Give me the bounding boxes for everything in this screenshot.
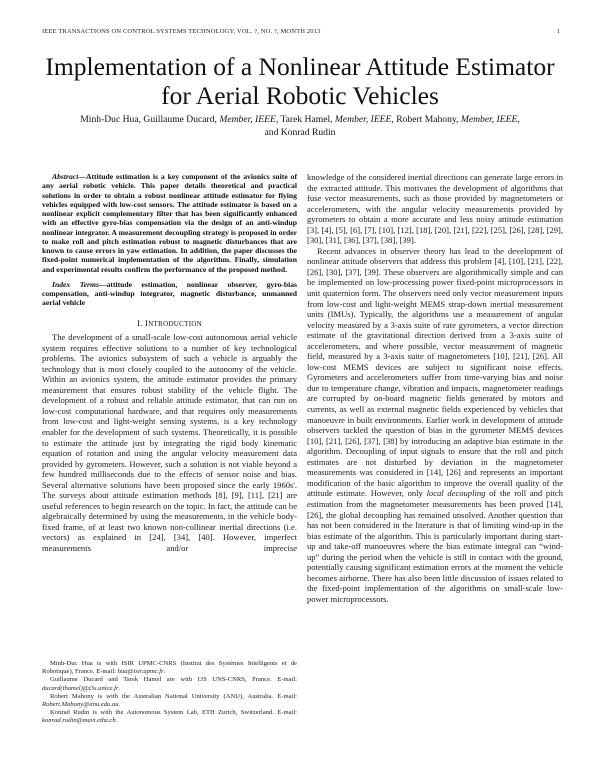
email-link[interactable]: konrad.rudin@mavt.ethz.ch bbox=[42, 717, 116, 725]
email-link[interactable]: ducard(thamel)@i3s.unice.fr bbox=[42, 684, 119, 692]
punct: . bbox=[163, 668, 166, 676]
abstract-text: —Attitude estimation is a key component of the avionics suite of any aerial robotic vehicle. This paper details theoretical and practical solutions in order to obtain a robust nonlinear attitude estimator for flying vehicles equipped with low-cost sensors. The attitude estimator is based on a nonlinear explicit complementary filter that has been significantly enhanced with an effective gyro-bias compensation via the design of an anti-windup nonlinear integrator. A measurement decoupling strategy is proposed in order to make roll and pitch estimation robust to magnetic disturbances that are known to cause errors in yaw estimation. In addition, the paper discusses the fixed-point numerical implementation of the algorithm. Finally, simulation and experimental results confirm the performance of the proposed method. bbox=[42, 172, 297, 274]
section-number: I. I bbox=[136, 317, 149, 328]
punct: . bbox=[118, 701, 121, 709]
page-number: 1 bbox=[556, 28, 560, 35]
membership: Member, IEEE, bbox=[460, 114, 520, 125]
paragraph-text: of the roll and pitch estimation from the magnetometer measurements has been proved [14], [26], the global decoupling has remained unsolved. Another question that has not been considered in the literature is that of limiting wind-up in the bias estimate of the algorithm. This is particularly important during start-up and take-off manoeuvres where the bias estimate integral can “wind-up” during the period when the vehicle is still in contact with the ground, potentially causing significant estimation errors at the moment the vehicle becomes airborne. There has also been little discussion of issues related to the fixed-point implementation of the algorithms on small-scale low-power microprocessors. bbox=[307, 488, 563, 604]
paragraph-text: Recent advances in observer theory has lead to the development of nonlinear attitude observers that address this problem [4], [10], [21], [22], [26], [30], [37], [39]. These observers are algorithmically simple and can be implemented on low-processing power fixed-point microprocessors in unit quaternion form. The observers need only vector measurement inputs from low-cost and light-weight MEMS strap-down inertial measurement units (IMUs). Typically, the algorithms use a measurement of angular velocity measured by a 3-axis suite of rate gyrometers, a vector direction estimate of the gravitational direction derived from a 3-axis suite of accelerometers, and where possible, vector measurement of magnetic field, measured by a 3-axis suite of magnetometers [10], [21], [26]. All low-cost MEMS devices are subject to significant noise effects. Gyrometers and accelerometers suffer from time-varying bias and noise due to temperature change, vibration and impacts, magnetometer readings are corrupted by on-board magnetic fields generated by motors and currents, as well as external magnetic fields experienced by vehicles that manoeuvre in built environments. Earlier work in development of attitude observers tackled the question of bias in the gyrometer MEMS devices [10], [21], [26], [37], [38] by introducing an adaptive bias estimate in the algorithm. Decoupling of input signals to ensure that the roll and pitch estimates are not disturbed by deviation in the magnetometer measurements was considered in [14], [26] and represents an important modification of the basic algorithm to improve the overall quality of the attitude estimate. However, only bbox=[307, 245, 563, 499]
author-list bbox=[30, 114, 570, 139]
running-head: IEEE TRANSACTIONS ON CONTROL SYSTEMS TECHNOLOGY, VOL. ?, NO. ?, MONTH 2013 bbox=[42, 28, 321, 35]
footnote-text: Robert Mahony is with the Australian National University (ANU), Australia. E-mail: bbox=[50, 692, 297, 700]
abstract-label: Abstract bbox=[52, 172, 79, 181]
section-heading-introduction bbox=[42, 318, 297, 330]
email-link[interactable]: Robert.Mahony@anu.edu.au bbox=[42, 701, 119, 709]
paper-title bbox=[0, 52, 600, 110]
author-footnotes bbox=[42, 660, 297, 726]
author-names: Tarek Hamel, bbox=[278, 114, 335, 125]
emphasis-text: local decoupling bbox=[426, 488, 486, 499]
footnote-text: Minh-Duc Hua is with ISIR UPMC-CNRS (Institut des Systèmes Intelligents et de Robotique), France. E-mail: bbox=[42, 660, 297, 676]
title-line-1: Implementation of a Nonlinear Attitude Estimator bbox=[45, 52, 555, 81]
membership: Member, IEEE, bbox=[334, 114, 394, 125]
authors-line-1 bbox=[30, 114, 570, 127]
author-names: Robert Mahony, bbox=[393, 114, 461, 125]
index-terms bbox=[42, 280, 297, 308]
index-terms-label: Index Terms bbox=[52, 279, 99, 289]
right-column bbox=[307, 172, 563, 604]
section-title: NTRODUCTION bbox=[148, 319, 203, 328]
intro-paragraph-1-continued: knowledge of the considered inertial directions can generate large errors in the extracted attitude. This motivates the development of algorithms that fuse vector measurements, such as those provided by magnetometers or accelerometers, with the angular velocity measurements provided by gyrometers to obtain a more accurate and less noisy attitude estimation [3], [4], [5], [6], [7], [10], [12], [18], [20], [21], [22], [25], [26], [28], [29], [30], [31], [36], [37], [38], [39]. bbox=[307, 172, 563, 246]
intro-paragraph-2 bbox=[307, 246, 563, 605]
footnote-4 bbox=[42, 709, 297, 725]
footnote-text: Guillaume Ducard and Tarek Hamel are with I3S UNS-CNRS, France. E-mail: bbox=[50, 676, 297, 684]
index-terms-text: —attitude estimation, nonlinear observer, gyro-bias compensation, anti-windup integrator, magnetic disturbance, unmanned aerial vehicle bbox=[42, 279, 297, 308]
author-names: Minh-Duc Hua, Guillaume Ducard, bbox=[80, 114, 220, 125]
title-line-2: for Aerial Robotic Vehicles bbox=[161, 81, 439, 110]
footnote-3 bbox=[42, 693, 297, 709]
email-link[interactable]: hua@isir.upmc.fr bbox=[117, 668, 164, 676]
authors-line-2: and Konrad Rudin bbox=[264, 126, 336, 138]
footnote-text: Konrad Rudin is with the Autonomous System Lab, ETH Zurich, Switzerland. E-mail: bbox=[50, 709, 297, 717]
left-column bbox=[42, 172, 297, 644]
footnote-1 bbox=[42, 660, 297, 676]
membership: Member, IEEE, bbox=[219, 114, 279, 125]
abstract bbox=[42, 172, 297, 274]
punct: . bbox=[118, 684, 121, 692]
intro-paragraph-1: The development of a small-scale low-cost autonomous aerial vehicle system requires effective solutions to a number of key technological problems. The avionics subsystem of such a vehicle is arguably the technology that is most closely coupled to the autonomy of the vehicle. Within an avionics system, the attitude estimator provides the primary measurement that ensures robust stability of the vehicle flight. The development of a robust and reliable attitude estimator, that can run on low-cost computational hardware, and that requires only measurements from low-cost and light-weight sensing systems, is a key technology enabler for the development of such systems. Theoretically, it is possible to estimate the attitude just by integrating the rigid body kinematic equation of rotation and using the angular velocity measurement data provided by gyrometers. However, such a solution is not viable beyond a few hundred milliseconds due to the effects of sensor noise and bias. Several alternative solutions have been proposed since the early 1960s'. The surveys about attitude estimation methods [8], [9], [11], [21] are useful references to begin research on the topic. In fact, the attitude can be algebraically determined by using the measurements, in the vehicle body-fixed frame, of at least two known non-collinear inertial directions (i.e. vectors) as explained in [24], [34], [40]. However, imperfect measurements and/or imprecise bbox=[42, 332, 297, 553]
footnote-2 bbox=[42, 676, 297, 692]
punct: . bbox=[115, 717, 118, 725]
